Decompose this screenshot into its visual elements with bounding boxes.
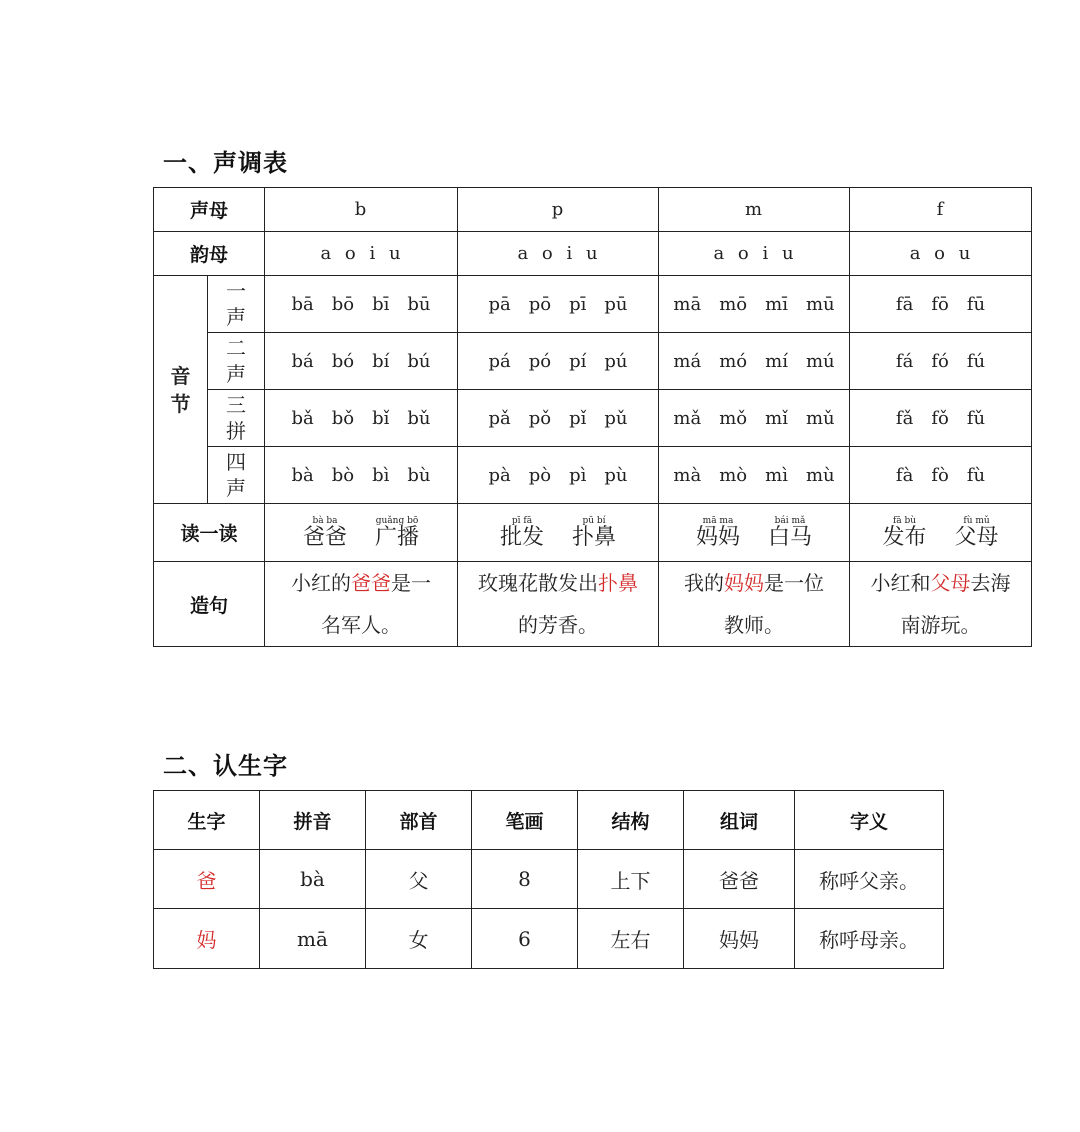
- table-row: [154, 850, 944, 909]
- syllable: bǔ: [407, 407, 431, 429]
- tone-label: [208, 390, 265, 447]
- syllable: bú: [407, 350, 431, 372]
- syllable-cell: [659, 390, 850, 447]
- syllable: fū: [966, 293, 986, 315]
- syllable: pú: [604, 350, 628, 372]
- syllable: bó: [331, 350, 355, 372]
- syllable-cell: [265, 390, 458, 447]
- tone-table: [153, 187, 1032, 647]
- syllable: mì: [765, 464, 788, 486]
- syllable: bí: [372, 350, 390, 372]
- tone-label: [208, 276, 265, 333]
- reading-word: [883, 516, 927, 550]
- label-yunmu: 韵母: [154, 232, 265, 276]
- syllable: mí: [765, 350, 788, 372]
- word-pinyin: fā bù: [892, 515, 917, 526]
- word-hanzi: 爸爸: [303, 524, 348, 550]
- word-pinyin: guǎng bō: [375, 515, 419, 526]
- syllable: mǐ: [765, 407, 788, 429]
- initial-cell: p: [458, 188, 659, 232]
- syllable: mó: [719, 350, 748, 372]
- finals-cell: a o i u: [458, 232, 659, 276]
- label-duyidu: 读一读: [154, 504, 265, 562]
- syllable-cell: [850, 447, 1032, 504]
- syllable: mǔ: [805, 407, 835, 429]
- header-meaning: 字义: [795, 791, 944, 850]
- syllable: mū: [805, 293, 835, 315]
- section1-title: 一、声调表: [163, 149, 288, 177]
- header-pinyin: 拼音: [260, 791, 366, 850]
- syllable: bà: [291, 464, 314, 486]
- strokes-cell: 8: [472, 850, 578, 909]
- syllable: pó: [528, 350, 552, 372]
- syllable: má: [673, 350, 702, 372]
- syllable: mú: [805, 350, 835, 372]
- syllable: fǎ: [895, 407, 914, 429]
- syllable: bǒ: [331, 407, 355, 429]
- tone-label-text: 三 拼: [226, 393, 246, 443]
- syllable: pǐ: [569, 407, 587, 429]
- tone-row: [154, 276, 1032, 333]
- syllable: bò: [331, 464, 355, 486]
- meaning-cell: 称呼父亲。: [795, 850, 944, 909]
- sentence-line: [856, 562, 1025, 604]
- syllable: mǒ: [719, 407, 748, 429]
- syllable: bì: [372, 464, 390, 486]
- meaning-cell: 称呼母亲。: [795, 909, 944, 969]
- syllable: pū: [604, 293, 628, 315]
- radical-cell: 女: [366, 909, 472, 969]
- syllable-cell: [265, 333, 458, 390]
- sentence-text: 小红的: [291, 571, 352, 595]
- syllable-cell: [458, 333, 659, 390]
- header-char: 生字: [154, 791, 260, 850]
- sentence-line: [856, 604, 1025, 646]
- syllable: fǒ: [931, 407, 949, 429]
- word-hanzi: 扑鼻: [572, 524, 617, 550]
- syllable: bū: [407, 293, 431, 315]
- tone-label: [208, 447, 265, 504]
- syllable: bù: [407, 464, 431, 486]
- sentence-row: [154, 562, 1032, 647]
- char-cell: 爸: [154, 850, 260, 909]
- syllable: fó: [931, 350, 949, 372]
- syllable: bǎ: [291, 407, 314, 429]
- tone-label: [208, 333, 265, 390]
- new-characters-table: [153, 790, 944, 969]
- sentence-text: 去海: [970, 571, 1011, 595]
- tone-row: [154, 447, 1032, 504]
- finals-cell: a o i u: [659, 232, 850, 276]
- sentence-text: 教师。: [724, 613, 785, 637]
- syllable: fǔ: [966, 407, 986, 429]
- syllable: bī: [372, 293, 390, 315]
- header-strokes: 笔画: [472, 791, 578, 850]
- highlight-word: 妈妈: [724, 571, 765, 595]
- yinjie-label-text: 音 节: [170, 363, 191, 416]
- pinyin-cell: mā: [260, 909, 366, 969]
- syllable: fō: [931, 293, 949, 315]
- syllable: pǎ: [488, 407, 511, 429]
- reading-word: [696, 516, 740, 550]
- label-zaoju: 造句: [154, 562, 265, 647]
- syllable: mī: [765, 293, 788, 315]
- structure-cell: 左右: [578, 909, 684, 969]
- words-cell: [265, 504, 458, 562]
- sentence-text: 我的: [684, 571, 725, 595]
- word-hanzi: 白马: [768, 524, 813, 550]
- syllable: fò: [931, 464, 949, 486]
- highlight-word: 爸爸: [351, 571, 392, 595]
- syllable-cell: [265, 447, 458, 504]
- word-pinyin: fù mǔ: [963, 515, 990, 526]
- sentence-text: 是一: [391, 571, 432, 595]
- highlight-word: 扑鼻: [598, 571, 639, 595]
- syllable-cell: [458, 390, 659, 447]
- table-row: [154, 909, 944, 969]
- sentence-line: [271, 562, 451, 604]
- tone-label-text: 一 声: [226, 279, 246, 329]
- sentence-text: 小红和: [870, 571, 931, 595]
- syllable: fù: [966, 464, 986, 486]
- sentence-cell: [659, 562, 850, 647]
- highlight-word: 父母: [930, 571, 971, 595]
- syllable: mò: [719, 464, 748, 486]
- structure-cell: 上下: [578, 850, 684, 909]
- reading-word: [955, 516, 999, 550]
- syllable: bō: [331, 293, 355, 315]
- word-hanzi: 父母: [954, 524, 999, 550]
- sentence-line: [271, 604, 451, 646]
- syllable: mà: [673, 464, 702, 486]
- radical-cell: 父: [366, 850, 472, 909]
- header-word: 组词: [684, 791, 795, 850]
- syllable: bǐ: [372, 407, 390, 429]
- read-row: [154, 504, 1032, 562]
- pinyin-cell: bà: [260, 850, 366, 909]
- word-pinyin: mā ma: [702, 515, 734, 526]
- syllable: bā: [291, 293, 314, 315]
- header-radical: 部首: [366, 791, 472, 850]
- syllable: pà: [488, 464, 511, 486]
- word-cell: 妈妈: [684, 909, 795, 969]
- word-hanzi: 批发: [500, 524, 545, 550]
- sentence-line: [665, 604, 843, 646]
- sentence-text: 南游玩。: [900, 613, 981, 637]
- sentence-text: 的芳香。: [518, 613, 599, 637]
- word-cell: 爸爸: [684, 850, 795, 909]
- word-hanzi: 妈妈: [696, 524, 741, 550]
- sentence-line: [665, 562, 843, 604]
- sentence-text: 名军人。: [321, 613, 402, 637]
- initial-cell: m: [659, 188, 850, 232]
- syllable: pǒ: [528, 407, 552, 429]
- reading-word: [303, 516, 347, 550]
- initial-cell: b: [265, 188, 458, 232]
- syllable: pō: [528, 293, 552, 315]
- word-pinyin: pū bí: [582, 515, 606, 526]
- sentence-cell: [265, 562, 458, 647]
- syllable: pá: [488, 350, 511, 372]
- word-pinyin: bà ba: [312, 515, 338, 526]
- finals-row: [154, 232, 1032, 276]
- word-hanzi: 发布: [882, 524, 927, 550]
- reading-word: [375, 516, 419, 550]
- syllable: pò: [528, 464, 552, 486]
- tone-label-text: 二 声: [226, 336, 246, 386]
- reading-word: [572, 516, 616, 550]
- syllable: pì: [569, 464, 587, 486]
- syllable: fà: [895, 464, 914, 486]
- syllable: mā: [673, 293, 702, 315]
- tone-row: [154, 390, 1032, 447]
- syllable-cell: [659, 276, 850, 333]
- initial-cell: f: [850, 188, 1032, 232]
- syllable: mù: [805, 464, 835, 486]
- reading-word: [768, 516, 812, 550]
- sentence-cell: [850, 562, 1032, 647]
- reading-word: [500, 516, 544, 550]
- syllable: mǎ: [673, 407, 702, 429]
- syllable-cell: [458, 447, 659, 504]
- syllable: fú: [966, 350, 986, 372]
- tone-label-text: 四 声: [226, 450, 246, 500]
- syllable: pǔ: [604, 407, 628, 429]
- syllable-cell: [659, 333, 850, 390]
- finals-cell: a o u: [850, 232, 1032, 276]
- syllable: pī: [569, 293, 587, 315]
- tone-row: [154, 333, 1032, 390]
- sentence-line: [464, 562, 652, 604]
- label-shengmu: 声母: [154, 188, 265, 232]
- words-cell: [659, 504, 850, 562]
- word-pinyin: pī fā: [511, 515, 533, 526]
- header-structure: 结构: [578, 791, 684, 850]
- word-pinyin: bái mǎ: [774, 515, 806, 526]
- syllable-cell: [659, 447, 850, 504]
- syllable: mō: [719, 293, 748, 315]
- sentence-text: 玫瑰花散发出: [478, 571, 599, 595]
- syllable-cell: [265, 276, 458, 333]
- syllable-cell: [850, 333, 1032, 390]
- char-cell: 妈: [154, 909, 260, 969]
- syllable-cell: [850, 390, 1032, 447]
- sentence-cell: [458, 562, 659, 647]
- strokes-cell: 6: [472, 909, 578, 969]
- initials-row: [154, 188, 1032, 232]
- syllable-cell: [850, 276, 1032, 333]
- header-row: [154, 791, 944, 850]
- label-yinjie: [154, 276, 208, 504]
- sentence-text: 是一位: [764, 571, 825, 595]
- syllable: fā: [895, 293, 914, 315]
- syllable: pù: [604, 464, 628, 486]
- syllable: bá: [291, 350, 314, 372]
- syllable: pí: [569, 350, 587, 372]
- word-hanzi: 广播: [375, 524, 420, 550]
- words-cell: [850, 504, 1032, 562]
- syllable: pā: [488, 293, 511, 315]
- section2-title: 二、认生字: [163, 752, 288, 780]
- finals-cell: a o i u: [265, 232, 458, 276]
- syllable: fá: [895, 350, 914, 372]
- syllable-cell: [458, 276, 659, 333]
- sentence-line: [464, 604, 652, 646]
- words-cell: [458, 504, 659, 562]
